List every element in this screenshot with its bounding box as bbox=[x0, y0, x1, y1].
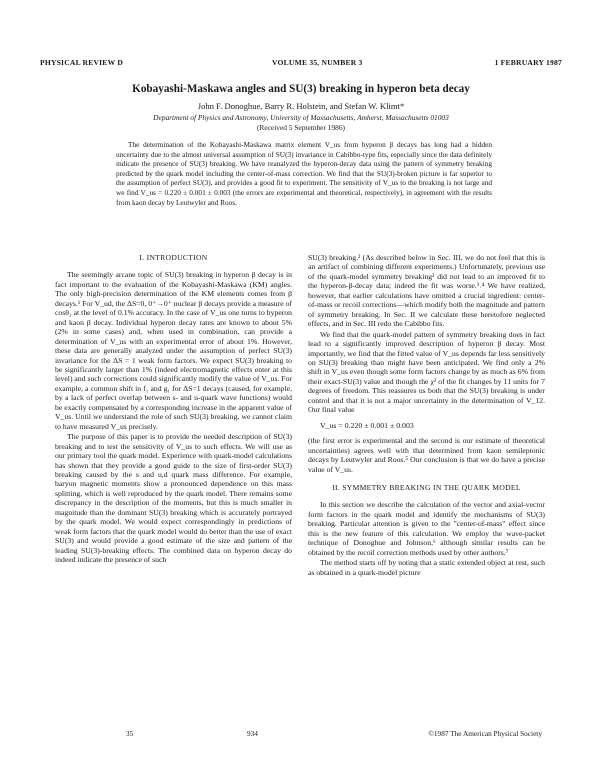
volume-number: VOLUME 35, NUMBER 3 bbox=[272, 58, 363, 67]
footer-volume: 35 bbox=[126, 729, 134, 738]
page-number: 934 bbox=[247, 729, 258, 738]
left-column bbox=[55, 253, 292, 566]
right-column bbox=[308, 253, 545, 578]
affiliation: Department of Physics and Astronomy, University of Massachusetts, Amherst, Massachusetts 01003 bbox=[153, 113, 449, 122]
model-paragraph-2: The method starts off by noting that a static extended object at rest, such as obtained in a quark-model picture bbox=[308, 558, 545, 577]
paper-title: Kobayashi-Maskawa angles and SU(3) breaking in hyperon beta decay bbox=[132, 83, 470, 95]
abstract bbox=[116, 140, 492, 207]
intro-paragraph-1: The seemingly arcane topic of SU(3) breaking in hyperon β decay is in fact important to the evaluation of the Kobayashi-Maskawa (KM) angles. The only high-precision determination of the KM elements comes from β decays.¹ For V_ud, the ΔS=0, 0⁺→0⁺ nuclear β decays provide a measure of cosθ₁ at the level of 0.1% accuracy. In the case of V_us one turns to hyperon and kaon β decay. Individual hyperon decay rates are known to about 5% (2% in some cases) and, when used in combination, can provide a determination of V_us with an experimental error of about 1%. However, these data are generally analyzed under the assumption of perfect SU(3) invariance for the ΔS = 1 weak form factors. We expect SU(3) breaking to be significantly larger than 1% (indeed electromagnetic effects enter at this level) and such corrections could significantly modify the value of V_us. For example, a common shift in f₁ and g₁ for ΔS=1 decays (caused, for example, by a lack of perfect overlap between s- and u-quark wave functions) would be exactly compensated by a corresponding increase in the apparent value of V_us. Until we understand the role of such SU(3) breaking, we cannot claim to have measured V_us precisely. bbox=[55, 270, 292, 431]
copyright-notice: ©1987 The American Physical Society bbox=[428, 729, 542, 738]
result-equation: V_us = 0.220 ± 0.001 ± 0.003 bbox=[320, 420, 414, 430]
running-header bbox=[40, 58, 562, 70]
page-footer bbox=[40, 729, 562, 741]
journal-name: PHYSICAL REVIEW D bbox=[40, 58, 124, 67]
issue-date: 1 FEBRUARY 1987 bbox=[494, 58, 562, 67]
intro-paragraph-2: The purpose of this paper is to provide the needed description of SU(3) breaking and to test the sensitivity of V_us to such effects. We will use as our primary tool the quark model. Experience with quark-model calculations has shown that they provide a good guide to the size of first-order SU(3) breaking caused by the s and u,d quark mass difference. For example, baryon magnetic moments show a pronounced dependence on this mass splitting, which is well reproduced by the quark model. There remains some discrepancy in the description of the moments, but this is much smaller in magnitude than the dominant SU(3) breaking which is accurately portrayed by the quark model. We would expect correspondingly in predictions of weak form factors that the quark model would do better than the use of exact SU(3) and would provide a good estimate of the size and pattern of the leading SU(3)-breaking effects. The combined data on hyperon decay do indeed indicate the presence of such bbox=[55, 432, 292, 565]
section-heading-introduction: I. INTRODUCTION bbox=[139, 253, 208, 262]
received-date: (Received 5 September 1986) bbox=[256, 123, 346, 132]
intro-continuation: SU(3) breaking.² (As described below in Sec. III, we do not feel that this is an artifact of combining different experiments.) Unfortunately, previous use of the quark-model symmetry breaking³ did not lead to an improved fit to the hyperon-β-decay data; indeed the fit was worse.³˒⁴ We have realized, however, that earlier calculations have omitted a crucial ingredient: center-of-mass or recoil corrections—which modify both the magnitude and pattern of symmetry breaking. In Sec. II we calculate these heretofore neglected effects, and in Sec. III redo the Cabibbo fits. bbox=[308, 253, 545, 329]
author-list: John F. Donoghue, Barry R. Holstein, and Stefan W. Klimt* bbox=[197, 101, 405, 111]
intro-paragraph-3: We find that the quark-model pattern of symmetry breaking does in fact lead to a significantly improved description of hyperon β decay. Most importantly, we find that the fitted value of V_us depends far less sensitively on SU(3) breaking than might have been anticipated. We find only a 2% shift in V_us even though some form factors change by as much as 6% from their exact-SU(3) value and though the χ² of the fit changes by 11 units for 7 degrees of freedom. This reassures us both that the SU(3) breaking is under control and that it is not a major uncertainty in the determination of V_12. Our final value bbox=[308, 329, 545, 415]
section-heading-quark-model: II. SYMMETRY BREAKING IN THE QUARK MODEL bbox=[332, 482, 521, 492]
abstract-text: The determination of the Kobayashi-Maskawa matrix element V_us from hyperon β decays has long had a hidden uncertainty due to the almost universal assumption of SU(3) invariance in Cabibbo-type fits, especially since the data definitely indicate the presence of SU(3) breaking. We have reanalyzed the hyperon-decay data using the pattern of symmetry breaking predicted by the quark model including the center-of-mass correction. We find that the SU(3)-broken picture is far superior to the assumption of perfect SU(3), and provides a good fit to experiment. The sensitivity of V_us to the breaking is not large and we find V_us = 0.220 ± 0.001 ± 0.003 (the errors are experimental and theoretical, respectively), in agreement with the results from kaon decay by Leutwyler and Roos. bbox=[116, 140, 492, 207]
intro-paragraph-4: (the first error is experimental and the second is our estimate of theoretical uncertainties) agrees well with that determined from kaon semileptonic decays by Leutwyler and Roos.⁵ Our conclusion is that we do have a precise value of V_us. bbox=[308, 436, 545, 474]
model-paragraph-1: In this section we describe the calculation of the vector and axial-vector form factors in the quark model and identify the mechanisms of SU(3) breaking. Particular attention is given to the "center-of-mass" effect since this is the new feature of this calculation. We employ the wave-packet technique of Donoghue and Johnson,⁶ although similar results can be obtained by the recoil correction methods used by other authors.⁷ bbox=[308, 500, 545, 557]
